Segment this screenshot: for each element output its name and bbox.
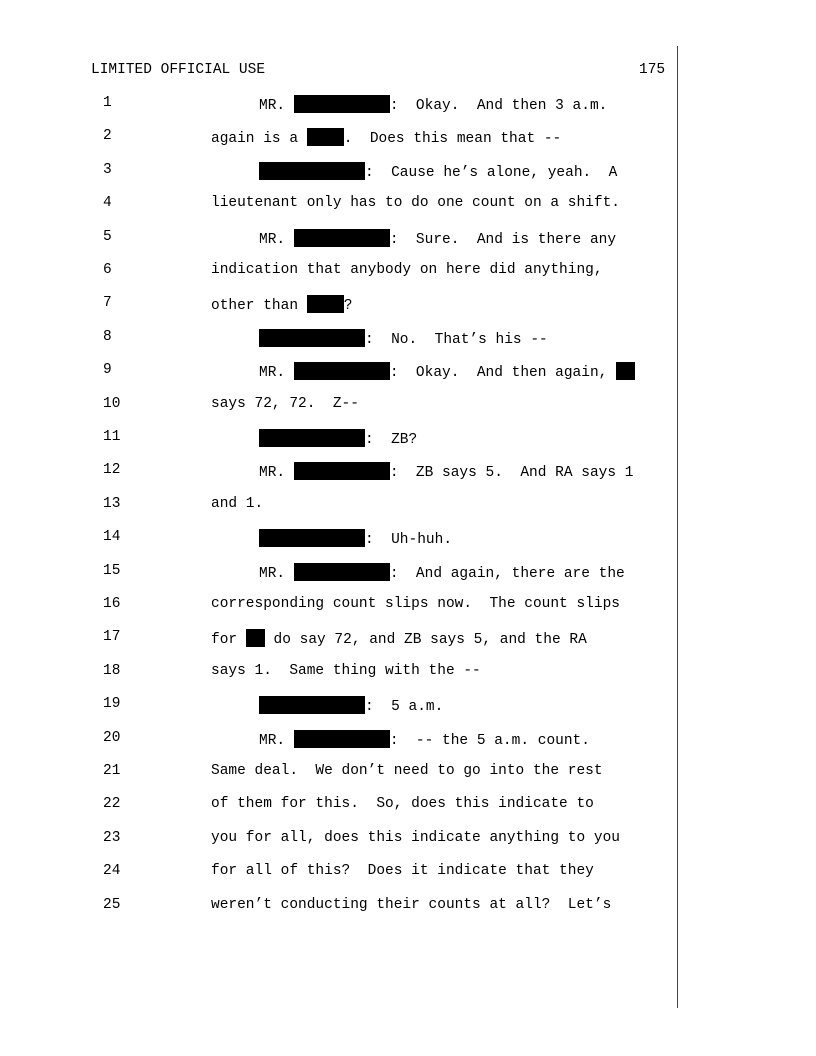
transcript-line [0, 796, 670, 818]
line-text [211, 863, 594, 879]
text-segment: corresponding count slips now. The count slips [211, 596, 620, 612]
line-text [259, 696, 443, 715]
text-segment: : Okay. And then again, [389, 365, 617, 382]
transcript-line [0, 897, 670, 919]
text-segment: lieutenant only has to do one count on a shift. [211, 195, 620, 212]
transcript-line [0, 429, 670, 451]
line-number: 19 [103, 696, 121, 713]
line-number: 24 [103, 863, 121, 880]
line-number: 10 [103, 395, 121, 412]
redaction-box [616, 362, 635, 380]
transcript-line [0, 763, 670, 785]
line-number: 7 [103, 295, 112, 312]
line-text [259, 529, 452, 548]
text-segment: : Uh-huh. [365, 532, 453, 549]
line-number: 14 [103, 529, 121, 546]
line-number: 6 [103, 262, 112, 278]
transcript-line [0, 128, 670, 150]
text-segment: MR. [259, 465, 294, 482]
transcript-line [0, 563, 670, 585]
line-text [211, 128, 561, 147]
text-segment: MR. [259, 98, 294, 114]
redaction-box [259, 329, 365, 347]
transcript-line [0, 462, 670, 484]
transcript-line [0, 730, 670, 752]
transcript-line [0, 396, 670, 418]
line-text [211, 295, 352, 314]
transcript-line [0, 229, 670, 251]
line-number: 18 [103, 662, 121, 679]
redaction-box [246, 629, 265, 647]
text-segment: Same deal. We don’t need to go into the rest [211, 763, 603, 779]
text-segment: : No. That’s his -- [365, 331, 548, 348]
transcript-line [0, 830, 670, 852]
line-number: 2 [103, 128, 112, 145]
line-number: 9 [103, 362, 112, 379]
transcript-line [0, 629, 670, 651]
redaction-box [259, 696, 365, 714]
text-segment: MR. [259, 365, 294, 382]
line-text [259, 162, 617, 181]
text-segment: : 5 a.m. [365, 699, 444, 716]
line-text [211, 396, 359, 412]
redaction-box [294, 462, 390, 480]
text-segment: other than [211, 298, 307, 315]
line-text [211, 663, 481, 679]
line-number: 5 [103, 228, 112, 245]
line-text [259, 95, 607, 114]
redaction-box [294, 730, 390, 748]
line-number: 12 [103, 462, 121, 479]
transcript-line [0, 162, 670, 184]
redaction-box [259, 162, 365, 180]
line-text [211, 596, 620, 612]
transcript-line [0, 863, 670, 885]
text-segment: again is a [211, 131, 307, 148]
redaction-box [259, 429, 365, 447]
line-text [211, 195, 620, 211]
line-text [259, 362, 635, 381]
line-text [259, 229, 616, 248]
transcript-line [0, 529, 670, 551]
right-margin-rule [677, 46, 678, 1008]
text-segment: MR. [259, 732, 294, 749]
line-number: 21 [103, 763, 121, 779]
transcript-line [0, 362, 670, 384]
text-segment: weren’t conducting their counts at all? Let’s [211, 896, 612, 913]
line-number: 11 [103, 429, 121, 445]
line-text [259, 730, 590, 749]
text-segment: says 72, 72. Z-- [211, 395, 359, 412]
redaction-box [294, 229, 390, 247]
line-number: 16 [103, 596, 121, 612]
text-segment: : Okay. And then 3 a.m. [389, 98, 608, 114]
line-text [259, 563, 625, 582]
line-number: 3 [103, 161, 112, 178]
line-number: 1 [103, 95, 112, 111]
redaction-box [294, 563, 390, 581]
line-text [211, 496, 263, 512]
line-text [211, 796, 594, 812]
line-number: 8 [103, 328, 112, 345]
text-segment: MR. [259, 565, 294, 582]
line-text [259, 329, 548, 348]
line-number: 15 [103, 562, 121, 579]
text-segment: says 1. Same thing with the -- [211, 662, 481, 679]
page-header-classification: LIMITED OFFICIAL USE [91, 62, 266, 78]
text-segment: : Cause he’s alone, yeah. A [365, 164, 618, 181]
text-segment: : ZB? [365, 432, 418, 448]
line-text [211, 629, 587, 648]
line-text [211, 262, 603, 278]
line-number: 20 [103, 729, 121, 746]
transcript-line [0, 295, 670, 317]
redaction-box [307, 128, 344, 146]
transcript-line [0, 596, 670, 618]
transcript-line [0, 262, 670, 284]
line-number: 25 [103, 896, 121, 913]
redaction-box [294, 95, 390, 113]
redaction-box [307, 295, 344, 313]
redaction-box [294, 362, 390, 380]
text-segment: indication that anybody on here did anything, [211, 262, 603, 278]
page-number: 175 [639, 62, 666, 78]
line-text [211, 897, 611, 913]
line-text [211, 830, 620, 846]
text-segment: : Sure. And is there any [389, 231, 617, 248]
transcript-line [0, 329, 670, 351]
text-segment: of them for this. So, does this indicate to [211, 796, 594, 813]
line-number: 23 [103, 829, 121, 846]
redaction-box [259, 529, 365, 547]
line-text [259, 462, 633, 481]
text-segment: for all of this? Does it indicate that they [211, 863, 594, 880]
text-segment: . Does this mean that -- [343, 131, 562, 148]
transcript-line [0, 95, 670, 117]
transcript-line [0, 663, 670, 685]
line-number: 17 [103, 629, 121, 646]
text-segment: you for all, does this indicate anything to you [211, 829, 620, 846]
line-number: 13 [103, 495, 121, 512]
text-segment: : And again, there are the [389, 565, 625, 582]
line-text [211, 763, 603, 779]
transcript-line [0, 496, 670, 518]
transcript-line [0, 195, 670, 217]
transcript-line [0, 696, 670, 718]
text-segment: MR. [259, 231, 294, 248]
text-segment: and 1. [211, 495, 264, 512]
line-text [259, 429, 417, 448]
text-segment: : -- the 5 a.m. count. [389, 732, 590, 749]
text-segment: : ZB says 5. And RA says 1 [389, 465, 634, 482]
line-number: 4 [103, 195, 112, 212]
text-segment: do say 72, and ZB says 5, and the RA [264, 632, 587, 649]
line-number: 22 [103, 796, 121, 813]
text-segment: for [211, 632, 246, 649]
text-segment: ? [343, 298, 353, 315]
